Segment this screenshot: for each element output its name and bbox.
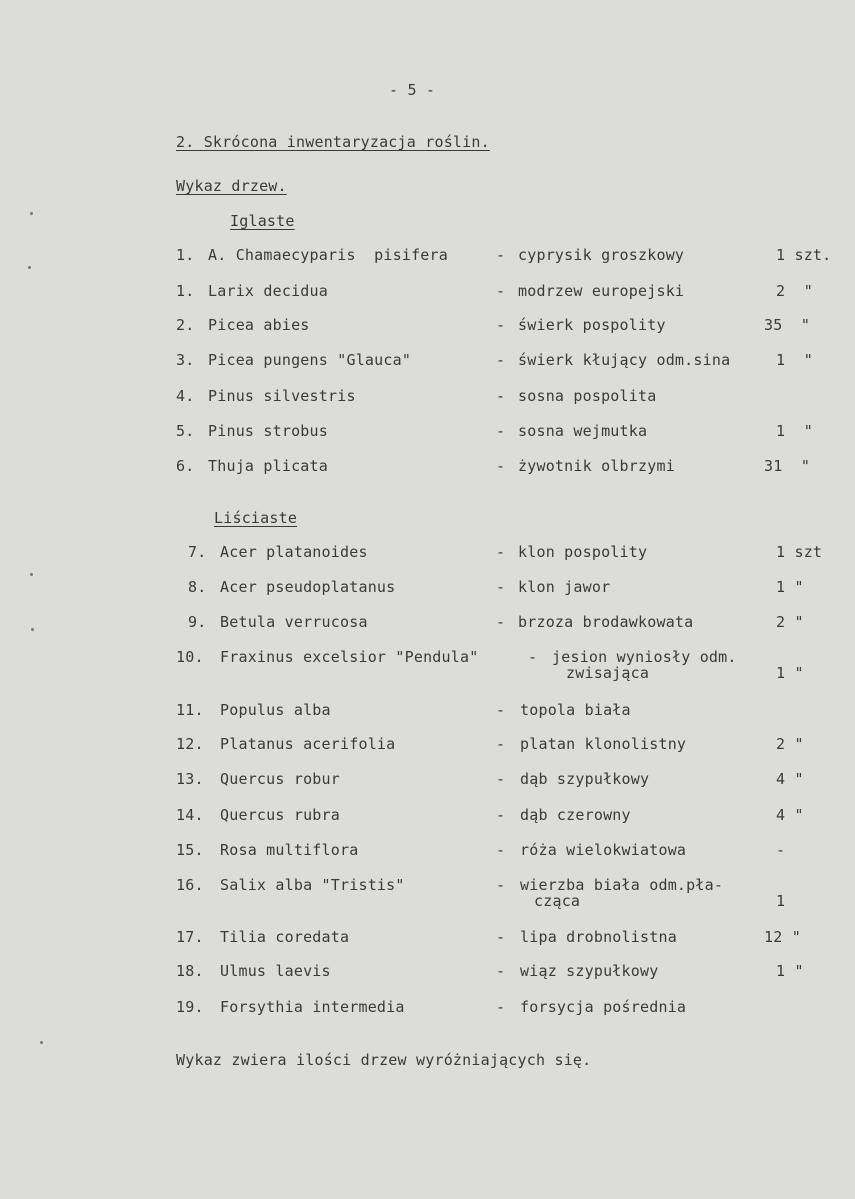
item-latin-name: Forsythia intermedia: [220, 998, 405, 1016]
item-latin-name: Salix alba "Tristis": [220, 876, 405, 894]
item-latin-name: Thuja plicata: [208, 457, 328, 475]
item-polish-name-continued: zwisająca: [566, 664, 650, 682]
deciduous-heading: Liściaste: [214, 509, 298, 527]
item-polish-name: modrzew europejski: [518, 282, 685, 300]
scan-speck: [28, 266, 31, 269]
item-polish-name: forsycja pośrednia: [520, 998, 687, 1016]
item-polish-name: klon jawor: [518, 578, 611, 596]
item-dash: -: [496, 351, 506, 369]
item-quantity: 1 szt: [776, 543, 823, 561]
item-polish-name: klon pospolity: [518, 543, 648, 561]
item-number: 8.: [188, 578, 207, 596]
item-polish-name: jesion wyniosły odm.: [552, 648, 737, 666]
item-polish-name: sosna wejmutka: [518, 422, 648, 440]
item-number: 10.: [176, 648, 204, 666]
item-polish-name: sosna pospolita: [518, 387, 657, 405]
item-quantity: 1 szt.: [776, 246, 832, 264]
item-dash: -: [496, 422, 506, 440]
item-quantity: -: [776, 841, 786, 859]
item-number: 5.: [176, 422, 195, 440]
item-dash: -: [496, 387, 506, 405]
item-polish-name: świerk kłujący odm.sina: [518, 351, 731, 369]
item-latin-name: A. Chamaecyparis pisifera: [208, 246, 448, 264]
item-polish-name: róża wielokwiatowa: [520, 841, 687, 859]
item-latin-name: Acer platanoides: [220, 543, 368, 561]
item-dash: -: [496, 457, 506, 475]
scan-speck: [30, 212, 33, 215]
item-quantity: 1 ": [776, 422, 813, 440]
scan-speck: [31, 628, 34, 631]
item-dash: -: [496, 316, 506, 334]
item-number: 4.: [176, 387, 195, 405]
item-latin-name: Tilia coredata: [220, 928, 350, 946]
item-number: 18.: [176, 962, 204, 980]
item-latin-name: Rosa multiflora: [220, 841, 359, 859]
item-quantity: 2 ": [776, 613, 804, 631]
item-dash: -: [496, 962, 506, 980]
item-polish-name: świerk pospolity: [518, 316, 666, 334]
item-number: 12.: [176, 735, 204, 753]
page-number: - 5 -: [389, 81, 436, 99]
item-quantity: 4 ": [776, 806, 804, 824]
item-number: 14.: [176, 806, 204, 824]
item-quantity: 1 ": [776, 664, 804, 682]
item-quantity: 1 ": [776, 351, 813, 369]
item-polish-name: topola biała: [520, 701, 631, 719]
item-quantity: 1 ": [776, 962, 804, 980]
scan-speck: [40, 1041, 43, 1044]
item-quantity: 2 ": [776, 735, 804, 753]
item-dash: -: [496, 701, 506, 719]
item-dash: -: [496, 841, 506, 859]
item-polish-name: lipa drobnolistna: [520, 928, 677, 946]
item-number: 13.: [176, 770, 204, 788]
item-dash: -: [496, 543, 506, 561]
item-polish-name: wiąz szypułkowy: [520, 962, 659, 980]
item-polish-name: cyprysik groszkowy: [518, 246, 685, 264]
item-polish-name: wierzba biała odm.pła-: [520, 876, 724, 894]
item-latin-name: Fraxinus excelsior "Pendula": [220, 648, 479, 666]
item-latin-name: Populus alba: [220, 701, 331, 719]
item-quantity: 2 ": [776, 282, 813, 300]
item-latin-name: Picea abies: [208, 316, 310, 334]
item-quantity: 31 ": [764, 457, 811, 475]
conifers-heading: Iglaste: [230, 212, 295, 230]
item-number: 9.: [188, 613, 207, 631]
item-dash: -: [496, 806, 506, 824]
section-title: 2. Skrócona inwentaryzacja roślin.: [176, 133, 490, 151]
item-dash: -: [496, 282, 506, 300]
item-dash: -: [496, 876, 506, 894]
item-dash: -: [496, 928, 506, 946]
item-latin-name: Picea pungens "Glauca": [208, 351, 412, 369]
item-polish-name: brzoza brodawkowata: [518, 613, 694, 631]
item-number: 2.: [176, 316, 195, 334]
item-number: 15.: [176, 841, 204, 859]
item-polish-name: platan klonolistny: [520, 735, 687, 753]
item-latin-name: Larix decidua: [208, 282, 328, 300]
item-latin-name: Pinus strobus: [208, 422, 328, 440]
item-latin-name: Betula verrucosa: [220, 613, 368, 631]
item-number: 7.: [188, 543, 207, 561]
item-quantity: 12 ": [764, 928, 801, 946]
item-dash: -: [496, 246, 506, 264]
item-dash: -: [496, 735, 506, 753]
item-latin-name: Quercus rubra: [220, 806, 340, 824]
scan-speck: [30, 573, 33, 576]
item-latin-name: Pinus silvestris: [208, 387, 356, 405]
item-quantity: 1 ": [776, 578, 804, 596]
item-number: 1.: [176, 246, 195, 264]
item-quantity: 4 ": [776, 770, 804, 788]
item-polish-name: dąb czerowny: [520, 806, 631, 824]
item-latin-name: Platanus acerifolia: [220, 735, 396, 753]
item-polish-name: dąb szypułkowy: [520, 770, 650, 788]
item-latin-name: Acer pseudoplatanus: [220, 578, 396, 596]
item-latin-name: Ulmus laevis: [220, 962, 331, 980]
footer-note: Wykaz zwiera ilości drzew wyróżniających się.: [176, 1051, 592, 1069]
item-dash: -: [496, 578, 506, 596]
item-number: 6.: [176, 457, 195, 475]
item-number: 11.: [176, 701, 204, 719]
item-number: 19.: [176, 998, 204, 1016]
item-polish-name-continued: cząca: [534, 892, 581, 910]
item-number: 17.: [176, 928, 204, 946]
item-dash: -: [496, 770, 506, 788]
item-dash: -: [496, 613, 506, 631]
item-quantity: 35 ": [764, 316, 811, 334]
item-dash: -: [528, 648, 538, 666]
item-number: 1.: [176, 282, 195, 300]
list-title: Wykaz drzew.: [176, 177, 287, 195]
item-latin-name: Quercus robur: [220, 770, 340, 788]
item-dash: -: [496, 998, 506, 1016]
item-quantity: 1: [776, 892, 786, 910]
item-number: 16.: [176, 876, 204, 894]
item-polish-name: żywotnik olbrzymi: [518, 457, 675, 475]
item-number: 3.: [176, 351, 195, 369]
